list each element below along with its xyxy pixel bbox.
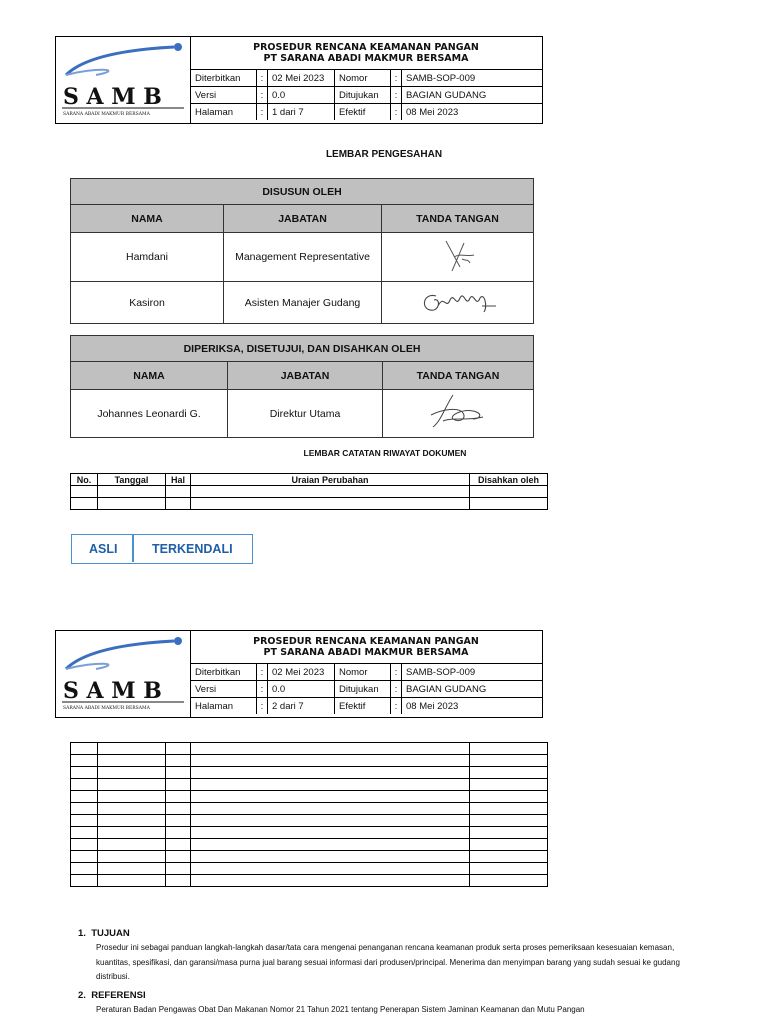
section-text: Peraturan Badan Pengawas Obat Dan Makanan Nomor 21 Tahun 2021 tentang Penerapan Sistem Jaminan Keamanan dan Mutu Pangan bbox=[96, 1005, 585, 1014]
signature bbox=[383, 390, 534, 438]
riwayat-table: No. Tanggal Hal Uraian Perubahan Disahkan oleh bbox=[70, 473, 548, 510]
table-cell-nama: Hamdani bbox=[71, 233, 224, 282]
document-header bbox=[55, 630, 543, 718]
table-cell-nama: Kasiron bbox=[71, 282, 224, 324]
table-row bbox=[71, 743, 548, 755]
table-row bbox=[71, 839, 548, 851]
document-header bbox=[55, 36, 543, 124]
table-row bbox=[71, 851, 548, 863]
stamp-terkendali: TERKENDALI bbox=[152, 542, 233, 556]
logo-wordmark: S A M B bbox=[63, 678, 162, 704]
table-row bbox=[71, 486, 548, 498]
section-heading: 1. TUJUAN bbox=[78, 928, 130, 939]
logo-subtext: SARANA ABADI MAKMUR BERSAMA bbox=[63, 706, 150, 711]
document-title: PROSEDUR RENCANA KEAMANAN PANGAN PT SARANA ABADI MAKMUR BERSAMA bbox=[190, 37, 542, 70]
riwayat-continuation-table bbox=[70, 742, 548, 887]
table-row bbox=[71, 803, 548, 815]
disusun-table: DISUSUN OLEH NAMA JABATAN TANDA TANGAN Hamdani Management Representative Kasiron Asisten Manajer Gudang bbox=[70, 178, 534, 324]
samb-logo bbox=[56, 37, 191, 123]
table-cell-jabatan: Direktur Utama bbox=[228, 390, 383, 438]
table-row bbox=[71, 875, 548, 887]
table-row bbox=[71, 791, 548, 803]
header-info-table: Diterbitkan : 02 Mei 2023 Nomor : SAMB-SOP-009 Versi : 0.0 Ditujukan : BAGIAN GUDANG Halaman : 1 dari 7 Efektif : 08 Mei 2023 bbox=[190, 70, 543, 120]
table-cell-jabatan: Management Representative bbox=[224, 233, 382, 282]
stamp-asli: ASLI bbox=[89, 542, 118, 556]
signature bbox=[382, 282, 534, 324]
halaman-value: 2 dari 7 bbox=[268, 698, 335, 715]
table-row bbox=[71, 815, 548, 827]
table-row bbox=[71, 498, 548, 510]
document-title: PROSEDUR RENCANA KEAMANAN PANGAN PT SARANA ABADI MAKMUR BERSAMA bbox=[190, 631, 542, 664]
halaman-value: 1 dari 7 bbox=[268, 104, 335, 121]
table-row bbox=[71, 779, 548, 791]
table-cell-nama: Johannes Leonardi G. bbox=[71, 390, 228, 438]
riwayat-title: LEMBAR CATATAN RIWAYAT DOKUMEN bbox=[303, 448, 467, 458]
table-cell-jabatan: Asisten Manajer Gudang bbox=[224, 282, 382, 324]
diperiksa-table: DIPERIKSA, DISETUJUI, DAN DISAHKAN OLEH NAMA JABATAN TANDA TANGAN Johannes Leonardi G. Direktur Utama bbox=[70, 335, 534, 438]
asli-terkendali-stamp bbox=[71, 534, 253, 564]
table-row bbox=[71, 827, 548, 839]
lembar-pengesahan-title: LEMBAR PENGESAHAN bbox=[325, 149, 443, 160]
table-row bbox=[71, 755, 548, 767]
signature bbox=[382, 233, 534, 282]
logo-wordmark: S A M B bbox=[63, 84, 162, 110]
table-row bbox=[71, 767, 548, 779]
header-info-table: Diterbitkan : 02 Mei 2023 Nomor : SAMB-SOP-009 Versi : 0.0 Ditujukan : BAGIAN GUDANG Halaman : 2 dari 7 Efektif : 08 Mei 2023 bbox=[190, 664, 543, 714]
samb-logo bbox=[56, 631, 191, 717]
table-row bbox=[71, 863, 548, 875]
section-text: Prosedur ini sebagai panduan langkah-langkah dasar/tata cara mengenai penanganan rencana keamanan produk serta proses pemeriksaan kesesuaian kemasan, kuantitas, spesifikasi, dan garansi/masa purna jual barang sesuai informasi dari produsen/principal. Menerima dan menyimpan barang yang sudah sesuai ke gudang distribusi. bbox=[96, 943, 680, 981]
logo-subtext: SARANA ABADI MAKMUR BERSAMA bbox=[63, 112, 150, 117]
section-heading: 2. REFERENSI bbox=[78, 990, 146, 1001]
